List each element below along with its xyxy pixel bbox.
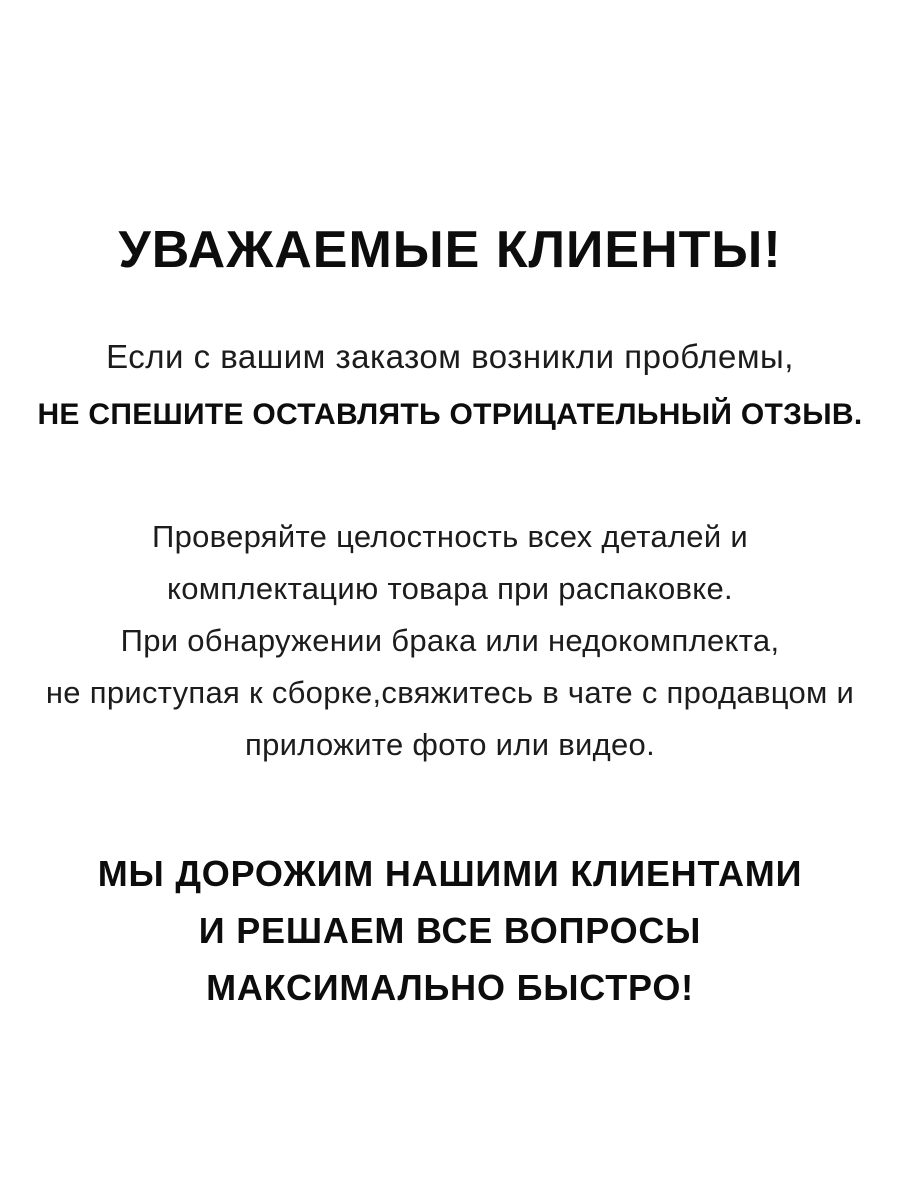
intro-warning-line: НЕ СПЕШИТЕ ОСТАВЛЯТЬ ОТРИЦАТЕЛЬНЫЙ ОТЗЫВ.	[37, 397, 863, 431]
closing-statement	[98, 845, 803, 1016]
instruction-line: Проверяйте целостность всех деталей и	[151, 518, 748, 554]
instruction-line: комплектацию товара при распаковке.	[167, 570, 733, 606]
notice-heading: УВАЖАЕМЫЕ КЛИЕНТЫ!	[118, 221, 782, 279]
instruction-line: При обнаружении брака или недокомплекта,	[120, 622, 780, 658]
instruction-line: не приступая к сборке,свяжитесь в чате с продавцом и	[45, 674, 855, 710]
closing-line: МЫ ДОРОЖИМ НАШИМИ КЛИЕНТАМИ	[97, 852, 803, 894]
instruction-line: приложите фото или видео.	[244, 726, 655, 762]
intro-problem-line: Если с вашим заказом возникли проблемы,	[106, 338, 794, 376]
instructions-paragraph	[46, 511, 854, 771]
closing-line: И РЕШАЕМ ВСЕ ВОПРОСЫ	[198, 909, 702, 951]
closing-line: МАКСИМАЛЬНО БЫСТРО!	[206, 966, 694, 1008]
